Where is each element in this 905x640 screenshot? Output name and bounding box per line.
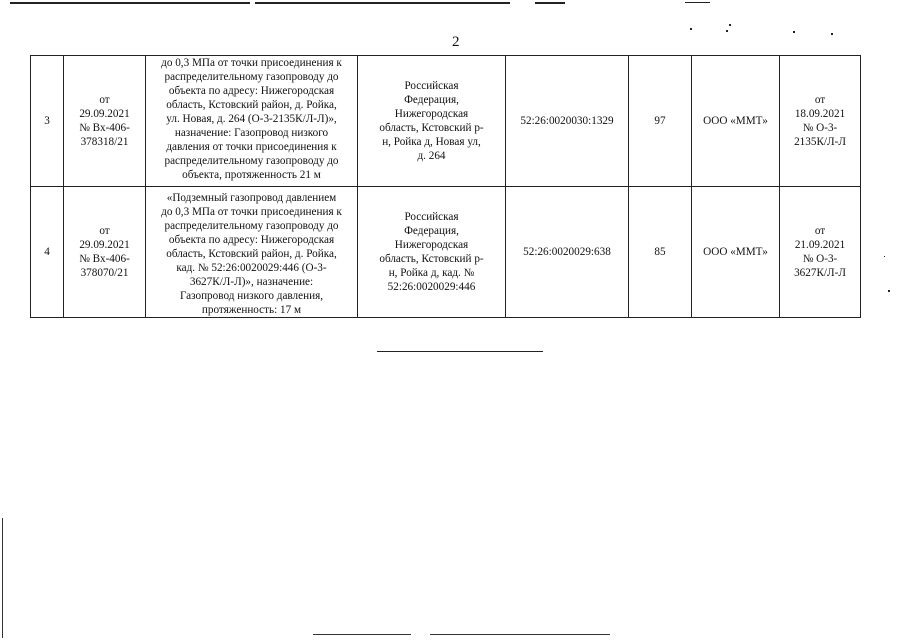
organization: ООО «ММТ»: [692, 56, 780, 187]
row-number: 4: [31, 187, 64, 318]
table-row: [31, 187, 861, 318]
scan-speck: [690, 28, 692, 30]
scan-speck: [729, 24, 731, 26]
scan-speck: [888, 290, 890, 292]
top-rule-middle: [255, 2, 510, 4]
scan-speck: [726, 30, 728, 32]
outgoing-ref: от 21.09.2021 № О-3- 3627К/Л-Л: [780, 187, 861, 318]
outgoing-ref: от 18.09.2021 № О-3- 2135К/Л-Л: [780, 56, 861, 187]
incoming-ref: от 29.09.2021 № Вх-406- 378318/21: [64, 56, 146, 187]
top-rule-left: [10, 2, 250, 4]
page-number: 2: [452, 34, 460, 50]
top-rule-right: [535, 2, 565, 4]
object-description: до 0,3 МПа от точки присоединения к распределительному газопроводу до объекта по адресу: Нижегородская область, Кстовский район, д. Ройка, ул. Новая, д. 264 (О-3-2135К/Л-Л)», назначение: Газопровод низкого давления от точки присоединения к распределительному газопроводу до объекта, протяженность 21 м: [146, 56, 358, 187]
organization: ООО «ММТ»: [692, 187, 780, 318]
object-description: «Подземный газопровод давлением до 0,3 МПа от точки присоединения к распределительному газопроводу до объекта по адресу: Нижегородская область, Кстовский район, д. Ройка, кад. № 52:26:0020029:446 (О-3- 3627К/Л-Л)», назначение: Газопровод низкого давления, протяженность: 17 м: [146, 187, 358, 318]
object-address: Российская Федерация, Нижегородская область, Кстовский р- н, Ройка д, кад. № 52:26:0020029:446: [358, 187, 506, 318]
object-address: Российская Федерация, Нижегородская область, Кстовский р- н, Ройка д, Новая ул, д. 264: [358, 56, 506, 187]
row-number: 3: [31, 56, 64, 187]
scan-speck: [884, 256, 885, 257]
scan-speck: [793, 31, 795, 33]
bottom-rule-right: [430, 634, 610, 635]
register-table: [30, 55, 861, 318]
end-of-document-rule: [377, 351, 543, 352]
scan-edge-left: [2, 518, 3, 638]
cadastral-number: 52:26:0020030:1329: [506, 56, 629, 187]
area-value: 85: [629, 187, 692, 318]
cadastral-number: 52:26:0020029:638: [506, 187, 629, 318]
scan-speck: [831, 33, 833, 35]
table-row: [31, 56, 861, 187]
bottom-rule-left: [313, 634, 411, 635]
top-rule-far-right: [685, 2, 710, 3]
area-value: 97: [629, 56, 692, 187]
incoming-ref: от 29.09.2021 № Вх-406- 378070/21: [64, 187, 146, 318]
